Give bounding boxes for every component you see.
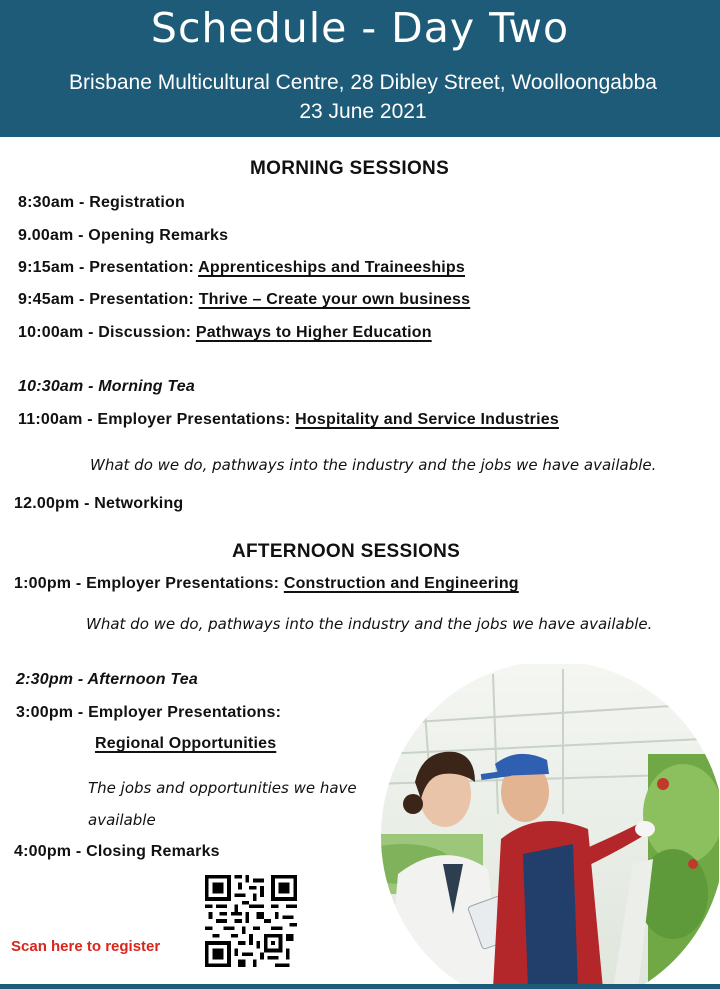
session-topic-link[interactable]: Hospitality and Service Industries bbox=[295, 411, 559, 428]
schedule-item-topic bbox=[95, 735, 276, 753]
item-label: Employer Presentations: bbox=[97, 411, 291, 428]
session-description: available bbox=[88, 811, 156, 829]
schedule-item: 12.00pm - Networking bbox=[14, 495, 184, 512]
session-description: What do we do, pathways into the industry and the jobs we have available. bbox=[86, 615, 653, 633]
item-time: 12.00pm bbox=[14, 495, 80, 512]
greenhouse-workers-photo bbox=[363, 664, 719, 989]
item-label: Afternoon Tea bbox=[87, 671, 198, 688]
schedule-item: 3:00pm - Employer Presentations: bbox=[16, 704, 282, 721]
item-time: 2:30pm bbox=[16, 671, 74, 688]
item-label: Opening Remarks bbox=[88, 227, 229, 244]
session-topic-link[interactable]: Pathways to Higher Education bbox=[195, 324, 432, 341]
item-label: Morning Tea bbox=[98, 378, 195, 395]
schedule-item: 8:30am - Registration bbox=[18, 194, 185, 211]
item-label: Closing Remarks bbox=[86, 843, 220, 860]
qr-code-icon[interactable] bbox=[205, 875, 297, 967]
session-description: What do we do, pathways into the industry and the jobs we have available. bbox=[90, 456, 657, 474]
schedule-item: 1:00pm - Employer Presentations: Construction and Engineering bbox=[14, 575, 519, 592]
venue-address: Brisbane Multicultural Centre, 28 Dibley Street, Woolloongabba bbox=[69, 71, 657, 94]
item-label: Presentation: bbox=[89, 291, 195, 308]
item-label: Presentation: bbox=[89, 259, 195, 276]
schedule-item: 9:15am - Presentation: Apprenticeships and Traineeships bbox=[18, 259, 466, 276]
schedule-item: 11:00am - Employer Presentations: Hospitality and Service Industries bbox=[18, 411, 559, 428]
item-label: Registration bbox=[89, 194, 185, 211]
item-time: 10:00am bbox=[18, 324, 84, 341]
item-time: 11:00am bbox=[18, 411, 83, 428]
item-time: 9:45am bbox=[18, 291, 75, 308]
bottom-bar bbox=[0, 984, 720, 989]
session-topic-link[interactable]: Construction and Engineering bbox=[283, 575, 519, 592]
header-banner bbox=[0, 0, 720, 137]
page-title: Schedule - Day Two bbox=[150, 4, 570, 52]
session-topic-link[interactable]: Apprenticeships and Traineeships bbox=[198, 259, 466, 276]
item-time: 9.00am bbox=[18, 227, 74, 244]
morning-sessions-heading: MORNING SESSIONS bbox=[250, 158, 450, 179]
session-topic-link[interactable]: Thrive – Create your own business bbox=[198, 291, 471, 308]
event-date: 23 June 2021 bbox=[299, 100, 427, 123]
schedule-item-break: 2:30pm - Afternoon Tea bbox=[16, 671, 198, 688]
schedule-item-break: 10:30am - Morning Tea bbox=[18, 378, 195, 395]
item-label: Discussion: bbox=[98, 324, 192, 341]
item-time: 1:00pm bbox=[14, 575, 72, 592]
item-label: Networking bbox=[94, 495, 184, 512]
item-label: Employer Presentations: bbox=[88, 704, 282, 721]
item-label: Employer Presentations: bbox=[86, 575, 280, 592]
session-topic-link[interactable]: Regional Opportunities bbox=[95, 735, 277, 752]
item-time: 9:15am bbox=[18, 259, 75, 276]
item-time: 10:30am bbox=[18, 378, 84, 395]
session-description: The jobs and opportunities we have bbox=[88, 779, 357, 797]
item-time: 8:30am bbox=[18, 194, 75, 211]
schedule-item: 4:00pm - Closing Remarks bbox=[14, 843, 220, 860]
item-time: 4:00pm bbox=[14, 843, 72, 860]
schedule-item: 9:45am - Presentation: Thrive – Create your own business bbox=[18, 291, 471, 308]
afternoon-sessions-heading: AFTERNOON SESSIONS bbox=[232, 541, 461, 562]
item-time: 3:00pm bbox=[16, 704, 74, 721]
schedule-item: 10:00am - Discussion: Pathways to Higher Education bbox=[18, 324, 432, 341]
register-label: Scan here to register bbox=[11, 938, 161, 955]
schedule-item: 9.00am - Opening Remarks bbox=[18, 227, 229, 244]
